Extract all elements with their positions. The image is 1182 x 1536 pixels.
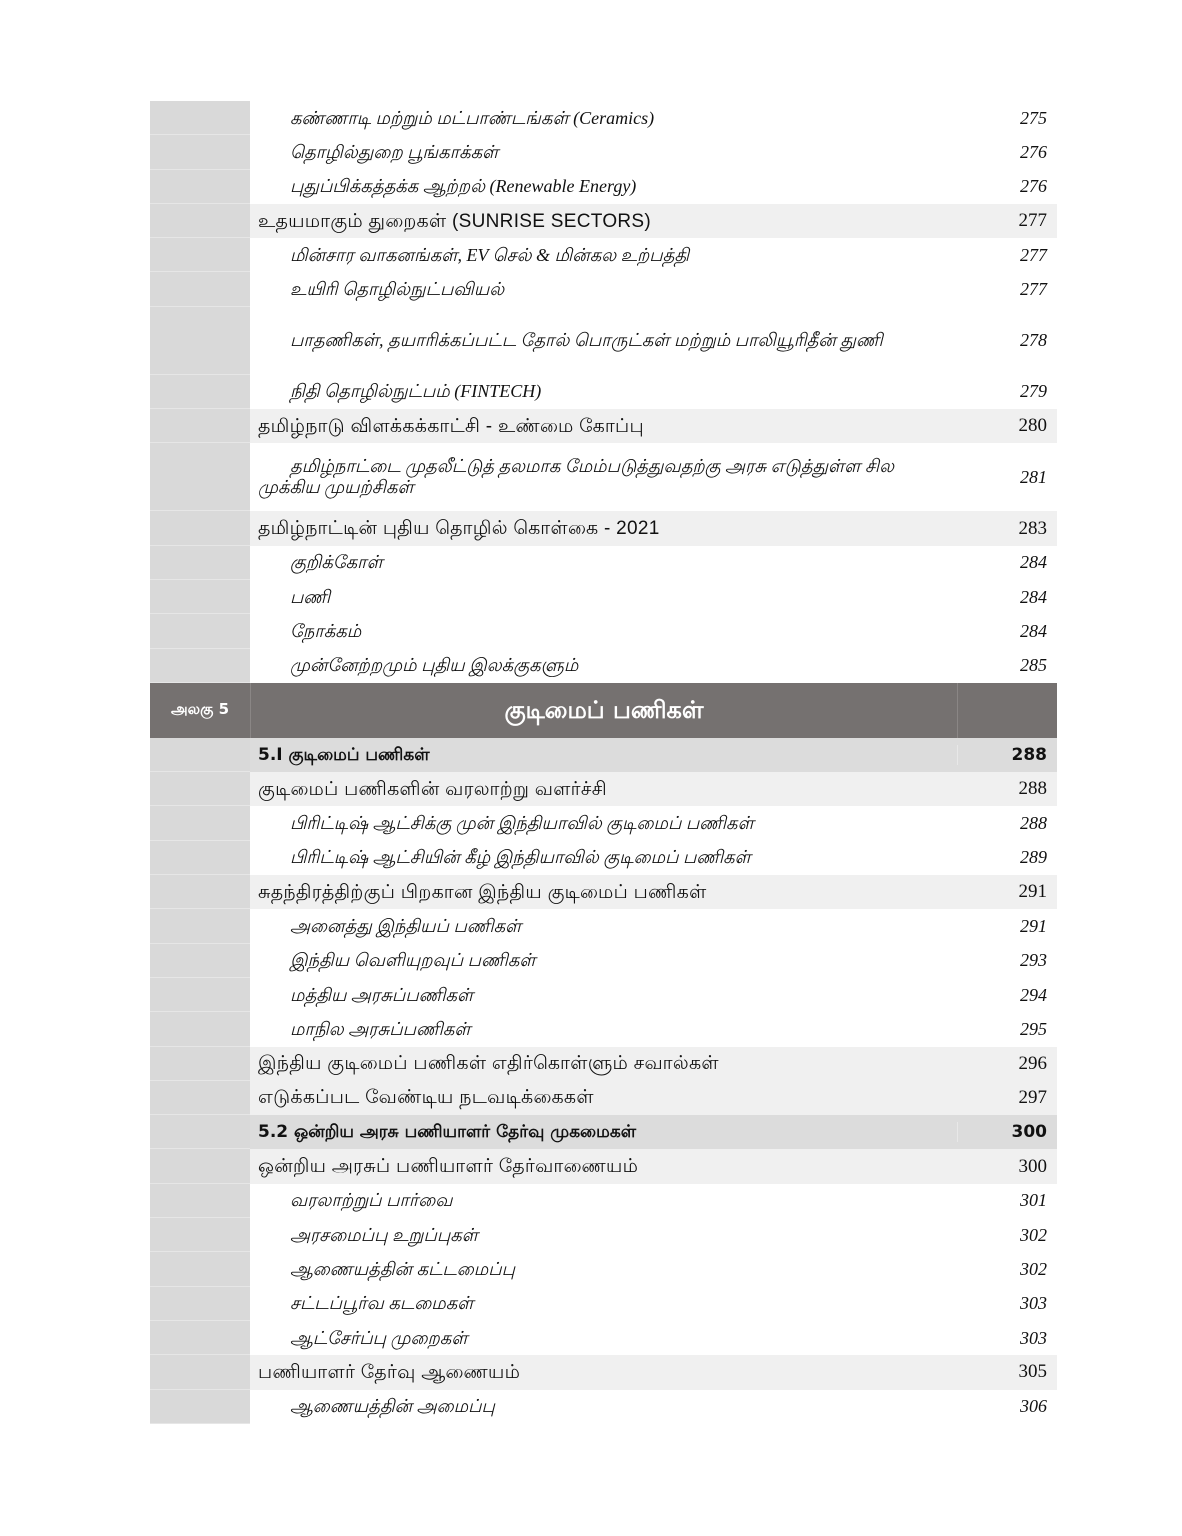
entry-title: பிரிட்டிஷ் ஆட்சிக்கு முன் இந்தியாவில் குடிமைப் பணிகள் [290,813,754,834]
gutter-cell [150,375,250,409]
entry-title: உதயமாகும் துறைகள் (SUNRISE SECTORS) [258,210,652,232]
gutter-cell [150,409,250,443]
toc-entry-sub[interactable] [150,1012,1057,1046]
entry-page-number: 297 [1018,1086,1047,1108]
toc-entry-sub[interactable] [150,1218,1057,1252]
entry-page-number: 295 [1020,1018,1047,1039]
toc-entry-sub[interactable] [150,135,1057,169]
toc-entry-sub[interactable] [150,806,1057,840]
unit-header-row [150,683,1057,738]
table-of-contents [150,101,1057,1424]
gutter-cell [150,272,250,306]
entry-title: அனைத்து இந்தியப் பணிகள் [290,915,522,936]
entry-title: ஆட்சேர்ப்பு முறைகள் [290,1327,468,1348]
gutter-cell [150,806,250,840]
gutter-cell [150,170,250,204]
entry-page-number: 284 [1020,620,1047,641]
gutter-cell [150,443,250,511]
toc-entry-sub[interactable] [150,580,1057,614]
entry-title: 5.2 ஒன்றிய அரசு பணியாளர் தேர்வு முகமைகள் [258,1121,637,1142]
toc-entry-head[interactable] [150,409,1057,443]
entry-page-number: 291 [1018,881,1047,903]
entry-title: நிதி தொழில்நுட்பம் (FINTECH) [290,381,542,402]
toc-entry-sub[interactable] [150,375,1057,409]
entry-page-number: 296 [1018,1052,1047,1074]
entry-title: சுதந்திரத்திற்குப் பிறகான இந்திய குடிமைப் பணிகள் [258,881,707,903]
entry-page-number: 288 [1020,813,1047,834]
entry-page-number: 288 [1018,778,1047,800]
gutter-cell [150,1081,250,1115]
entry-title: முன்னேற்றமும் புதிய இலக்குகளும் [290,655,579,676]
toc-entry-sub[interactable] [150,1390,1057,1424]
entry-title: கண்ணாடி மற்றும் மட்பாண்டங்கள் (Ceramics) [290,107,655,128]
entry-title: அரசமைப்பு உறுப்புகள் [290,1224,478,1245]
gutter-cell [150,1252,250,1286]
entry-title: மத்திய அரசுப்பணிகள் [290,984,474,1005]
entry-page-number: 305 [1018,1361,1047,1383]
toc-entry-sub[interactable] [150,944,1057,978]
gutter-cell [150,841,250,875]
toc-entry-sub[interactable] [150,1321,1057,1355]
toc-entry-sub[interactable] [150,978,1057,1012]
gutter-cell [150,614,250,648]
entry-page-number: 277 [1020,279,1047,300]
entry-title: 5.I குடிமைப் பணிகள் [258,744,430,765]
entry-title: தமிழ்நாடு விளக்கக்காட்சி - உண்மை கோப்பு [258,415,644,437]
gutter-cell [150,1321,250,1355]
toc-entry-tall[interactable] [150,443,1057,511]
entry-page-number: 302 [1020,1224,1047,1245]
entry-page-number: 280 [1018,415,1047,437]
gutter-cell [150,204,250,238]
entry-title: புதுப்பிக்கத்தக்க ஆற்றல் (Renewable Energy) [290,176,637,197]
unit-page-cell [957,683,1057,738]
gutter-cell [150,546,250,580]
gutter-cell [150,238,250,272]
entry-page-number: 284 [1020,552,1047,573]
entry-title: மின்சார வாகனங்கள், EV செல் & மின்கல உற்பத்தி [290,244,690,265]
entry-title: குறிக்கோள் [290,552,383,573]
entry-page-number: 276 [1020,176,1047,197]
entry-title: மாநில அரசுப்பணிகள் [290,1018,471,1039]
gutter-cell [150,1390,250,1424]
entry-page-number: 300 [957,1122,1057,1142]
gutter-cell [150,875,250,909]
entry-page-number: 289 [1020,847,1047,868]
toc-entry-tall[interactable] [150,307,1057,375]
toc-entry-sub[interactable] [150,272,1057,306]
entry-page-number: 300 [1018,1155,1047,1177]
entry-title: ஒன்றிய அரசுப் பணியாளர் தேர்வாணையம் [258,1156,639,1178]
toc-entry-sub[interactable] [150,1287,1057,1321]
toc-entry-head[interactable] [150,1047,1057,1081]
gutter-cell [150,1287,250,1321]
entry-page-number: 303 [1020,1293,1047,1314]
entry-title: குடிமைப் பணிகளின் வரலாற்று வளர்ச்சி [258,778,607,800]
toc-entry-sub[interactable] [150,238,1057,272]
entry-page-number: 277 [1018,210,1047,232]
gutter-cell [150,1012,250,1046]
toc-entry-head[interactable] [150,772,1057,806]
gutter-cell [150,649,250,683]
gutter-cell [150,1047,250,1081]
gutter-cell [150,944,250,978]
gutter-cell [150,1355,250,1389]
entry-page-number: 277 [1020,244,1047,265]
entry-page-number: 285 [1020,655,1047,676]
entry-page-number: 281 [1020,466,1047,487]
entry-title: உயிரி தொழில்நுட்பவியல் [290,279,505,300]
gutter-cell [150,772,250,806]
entry-title: எடுக்கப்பட வேண்டிய நடவடிக்கைகள் [258,1087,594,1109]
entry-page-number: 291 [1020,915,1047,936]
toc-entry-section[interactable] [150,738,1057,772]
entry-page-number: 293 [1020,950,1047,971]
entry-title: தொழில்துறை பூங்காக்கள் [290,141,499,162]
entry-title: ஆணையத்தின் கட்டமைப்பு [290,1258,516,1279]
entry-title: பாதணிகள், தயாரிக்கப்பட்ட தோல் பொருட்கள் மற்றும் பாலியூரிதீன் துணி [290,330,883,351]
gutter-cell [150,909,250,943]
entry-page-number: 278 [1020,330,1047,351]
toc-entry-head[interactable] [150,511,1057,545]
gutter-cell [150,307,250,375]
entry-title: பணியாளர் தேர்வு ஆணையம் [258,1361,521,1383]
unit-label: அலகு 5 [150,683,251,738]
gutter-cell [150,580,250,614]
gutter-cell [150,1218,250,1252]
gutter-cell [150,1149,250,1183]
gutter-cell [150,511,250,545]
gutter-cell [150,135,250,169]
toc-entry-head[interactable] [150,204,1057,238]
toc-entry-head[interactable] [150,1149,1057,1183]
toc-entry-section[interactable] [150,1115,1057,1149]
entry-page-number: 302 [1020,1258,1047,1279]
toc-entry-sub[interactable] [150,1252,1057,1286]
toc-part-2 [150,738,1057,1424]
entry-title: பணி [290,586,331,607]
toc-entry-sub[interactable] [150,909,1057,943]
entry-title: வரலாற்றுப் பார்வை [290,1190,453,1211]
entry-title: தமிழ்நாட்டை முதலீட்டுத் தலமாக மேம்படுத்துவதற்கு அரசு எடுத்துள்ள சில முக்கிய முயற்சிகள் [258,456,895,498]
entry-page-number: 306 [1020,1396,1047,1417]
toc-entry-sub[interactable] [150,1184,1057,1218]
entry-page-number: 288 [957,745,1057,765]
entry-title: இந்திய குடிமைப் பணிகள் எதிர்கொள்ளும் சவால்கள் [258,1053,719,1075]
gutter-cell [150,738,250,772]
toc-entry-sub[interactable] [150,101,1057,135]
toc-entry-head[interactable] [150,875,1057,909]
gutter-cell [150,1115,250,1149]
entry-page-number: 303 [1020,1327,1047,1348]
entry-title: சட்டப்பூர்வ கடமைகள் [290,1293,474,1314]
entry-page-number: 279 [1020,381,1047,402]
entry-page-number: 294 [1020,984,1047,1005]
entry-page-number: 276 [1020,141,1047,162]
unit-title: குடிமைப் பணிகள் [504,695,704,724]
toc-entry-sub[interactable] [150,546,1057,580]
entry-page-number: 283 [1018,517,1047,539]
entry-page-number: 275 [1020,107,1047,128]
toc-entry-sub[interactable] [150,614,1057,648]
toc-entry-sub[interactable] [150,649,1057,683]
toc-entry-sub[interactable] [150,170,1057,204]
entry-title: ஆணையத்தின் அமைப்பு [290,1396,495,1417]
gutter-cell [150,978,250,1012]
gutter-cell [150,1184,250,1218]
entry-page-number: 284 [1020,586,1047,607]
gutter-cell [150,101,250,135]
toc-part-1 [150,101,1057,683]
entry-page-number: 301 [1020,1190,1047,1211]
entry-title: பிரிட்டிஷ் ஆட்சியின் கீழ் இந்தியாவில் குடிமைப் பணிகள் [290,847,751,868]
entry-title: தமிழ்நாட்டின் புதிய தொழில் கொள்கை - 2021 [258,518,660,540]
toc-entry-head[interactable] [150,1081,1057,1115]
toc-entry-head[interactable] [150,1355,1057,1389]
toc-entry-sub[interactable] [150,841,1057,875]
entry-title: இந்திய வெளியுறவுப் பணிகள் [290,950,536,971]
entry-title: நோக்கம் [290,620,362,641]
